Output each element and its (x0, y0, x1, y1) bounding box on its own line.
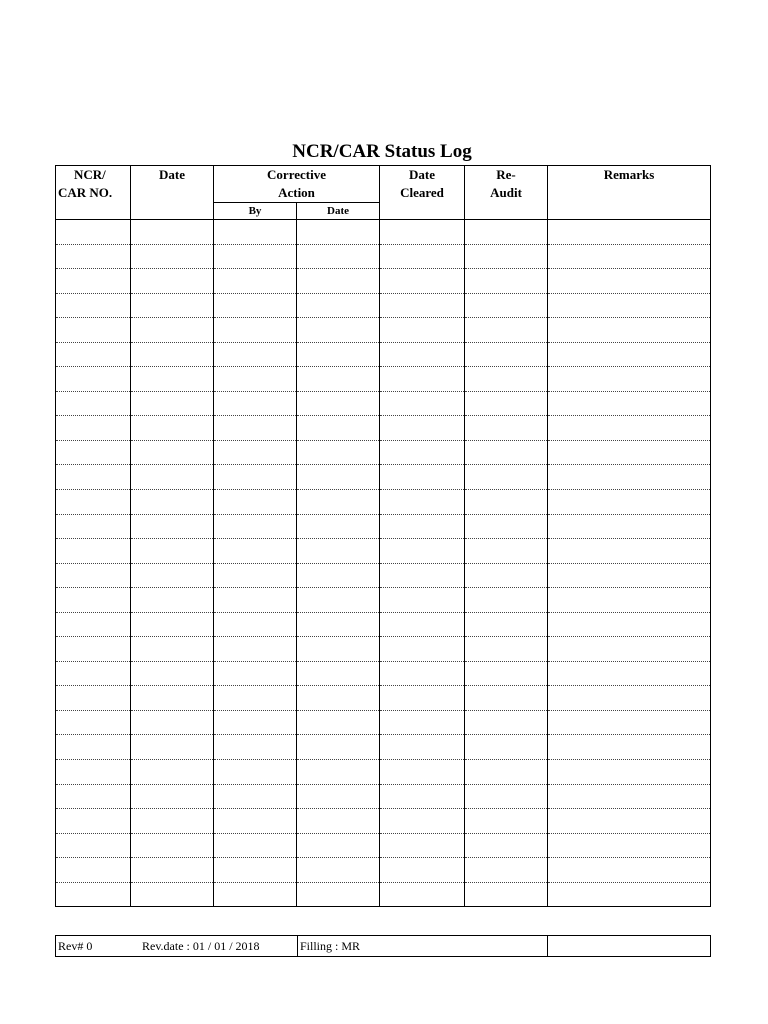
cell-ncr-car-no[interactable] (56, 220, 131, 245)
cell-action-by[interactable] (214, 244, 297, 269)
header-date-cleared-line1: Date (409, 167, 436, 182)
cell-date-cleared[interactable] (380, 809, 465, 834)
cell-action-date[interactable] (297, 588, 380, 613)
cell-date-cleared[interactable] (380, 710, 465, 735)
cell-remarks[interactable] (548, 490, 711, 515)
cell-ncr-car-no[interactable] (56, 440, 131, 465)
cell-remarks[interactable] (548, 710, 711, 735)
cell-action-date[interactable] (297, 784, 380, 809)
cell-action-by[interactable] (214, 637, 297, 662)
table-row (56, 563, 711, 588)
cell-date[interactable] (131, 710, 214, 735)
header-by: By (214, 203, 297, 220)
cell-ncr-car-no[interactable] (56, 367, 131, 392)
cell-re-audit[interactable] (465, 539, 548, 564)
table-row (56, 637, 711, 662)
cell-date-cleared[interactable] (380, 637, 465, 662)
cell-date[interactable] (131, 220, 214, 245)
cell-date-cleared[interactable] (380, 416, 465, 441)
cell-remarks[interactable] (548, 784, 711, 809)
cell-date[interactable] (131, 882, 214, 907)
footer-rev-cell (56, 936, 298, 957)
table-row (56, 833, 711, 858)
cell-ncr-car-no[interactable] (56, 637, 131, 662)
table-row (56, 539, 711, 564)
cell-re-audit[interactable] (465, 367, 548, 392)
header-corrective-action (214, 166, 380, 203)
status-log-table (55, 165, 711, 907)
cell-date[interactable] (131, 809, 214, 834)
cell-action-by[interactable] (214, 318, 297, 343)
cell-date-cleared[interactable] (380, 342, 465, 367)
cell-ncr-car-no[interactable] (56, 318, 131, 343)
cell-date-cleared[interactable] (380, 293, 465, 318)
cell-action-date[interactable] (297, 367, 380, 392)
cell-re-audit[interactable] (465, 342, 548, 367)
footer-blank-cell[interactable] (548, 936, 711, 957)
cell-action-date[interactable] (297, 858, 380, 883)
table-row (56, 735, 711, 760)
cell-date[interactable] (131, 244, 214, 269)
cell-ncr-car-no[interactable] (56, 858, 131, 883)
cell-date[interactable] (131, 858, 214, 883)
cell-re-audit[interactable] (465, 465, 548, 490)
cell-ncr-car-no[interactable] (56, 490, 131, 515)
cell-action-date[interactable] (297, 735, 380, 760)
table-row (56, 367, 711, 392)
cell-action-by[interactable] (214, 760, 297, 785)
table-row (56, 244, 711, 269)
cell-re-audit[interactable] (465, 637, 548, 662)
cell-ncr-car-no[interactable] (56, 760, 131, 785)
cell-date[interactable] (131, 269, 214, 294)
cell-date-cleared[interactable] (380, 220, 465, 245)
cell-re-audit[interactable] (465, 588, 548, 613)
cell-action-date[interactable] (297, 416, 380, 441)
cell-date[interactable] (131, 367, 214, 392)
cell-date[interactable] (131, 342, 214, 367)
cell-action-by[interactable] (214, 686, 297, 711)
cell-re-audit[interactable] (465, 661, 548, 686)
status-log-body (56, 220, 711, 907)
table-row (56, 661, 711, 686)
cell-date-cleared[interactable] (380, 760, 465, 785)
header-corrective-line1: Corrective (267, 167, 326, 182)
header-date-cleared-line2: Cleared (400, 185, 444, 200)
cell-action-by[interactable] (214, 809, 297, 834)
cell-action-date[interactable] (297, 293, 380, 318)
cell-action-date[interactable] (297, 514, 380, 539)
table-row (56, 809, 711, 834)
cell-re-audit[interactable] (465, 244, 548, 269)
cell-action-by[interactable] (214, 416, 297, 441)
cell-re-audit[interactable] (465, 760, 548, 785)
cell-ncr-car-no[interactable] (56, 710, 131, 735)
cell-date[interactable] (131, 612, 214, 637)
cell-ncr-car-no[interactable] (56, 833, 131, 858)
cell-re-audit[interactable] (465, 391, 548, 416)
cell-date[interactable] (131, 784, 214, 809)
cell-re-audit[interactable] (465, 490, 548, 515)
table-row (56, 588, 711, 613)
cell-action-date[interactable] (297, 612, 380, 637)
cell-ncr-car-no[interactable] (56, 416, 131, 441)
cell-ncr-car-no[interactable] (56, 391, 131, 416)
header-date-cleared (380, 166, 465, 220)
cell-action-by[interactable] (214, 661, 297, 686)
cell-action-by[interactable] (214, 490, 297, 515)
cell-date[interactable] (131, 833, 214, 858)
cell-re-audit[interactable] (465, 563, 548, 588)
cell-action-date[interactable] (297, 269, 380, 294)
cell-action-by[interactable] (214, 440, 297, 465)
table-row (56, 686, 711, 711)
table-row (56, 514, 711, 539)
cell-date-cleared[interactable] (380, 882, 465, 907)
cell-re-audit[interactable] (465, 318, 548, 343)
table-row (56, 882, 711, 907)
cell-action-by[interactable] (214, 588, 297, 613)
cell-action-by[interactable] (214, 858, 297, 883)
cell-date[interactable] (131, 318, 214, 343)
cell-remarks[interactable] (548, 760, 711, 785)
cell-date-cleared[interactable] (380, 858, 465, 883)
cell-remarks[interactable] (548, 342, 711, 367)
table-row (56, 269, 711, 294)
cell-ncr-car-no[interactable] (56, 563, 131, 588)
cell-ncr-car-no[interactable] (56, 809, 131, 834)
cell-action-by[interactable] (214, 735, 297, 760)
cell-date-cleared[interactable] (380, 465, 465, 490)
cell-remarks[interactable] (548, 858, 711, 883)
cell-date[interactable] (131, 293, 214, 318)
cell-re-audit[interactable] (465, 269, 548, 294)
cell-date[interactable] (131, 490, 214, 515)
cell-ncr-car-no[interactable] (56, 612, 131, 637)
header-ncr-line1: NCR/ (74, 167, 106, 182)
cell-ncr-car-no[interactable] (56, 882, 131, 907)
cell-action-by[interactable] (214, 293, 297, 318)
cell-action-by[interactable] (214, 465, 297, 490)
cell-ncr-car-no[interactable] (56, 269, 131, 294)
cell-action-date[interactable] (297, 391, 380, 416)
cell-action-date[interactable] (297, 244, 380, 269)
table-row (56, 612, 711, 637)
cell-re-audit[interactable] (465, 440, 548, 465)
page-title: NCR/CAR Status Log (292, 141, 472, 162)
cell-action-date[interactable] (297, 318, 380, 343)
table-row (56, 784, 711, 809)
cell-re-audit[interactable] (465, 710, 548, 735)
header-corrective-line2: Action (278, 185, 315, 200)
cell-action-date[interactable] (297, 539, 380, 564)
cell-action-date[interactable] (297, 490, 380, 515)
cell-action-date[interactable] (297, 833, 380, 858)
cell-date[interactable] (131, 588, 214, 613)
header-date (131, 166, 214, 220)
cell-date[interactable] (131, 440, 214, 465)
cell-date[interactable] (131, 391, 214, 416)
cell-ncr-car-no[interactable] (56, 784, 131, 809)
cell-remarks[interactable] (548, 809, 711, 834)
cell-ncr-car-no[interactable] (56, 539, 131, 564)
cell-re-audit[interactable] (465, 686, 548, 711)
cell-action-by[interactable] (214, 391, 297, 416)
table-row (56, 391, 711, 416)
rev-number: Rev# 0 (58, 938, 93, 953)
table-row (56, 760, 711, 785)
cell-date[interactable] (131, 514, 214, 539)
table-row (56, 465, 711, 490)
table-row (56, 416, 711, 441)
cell-ncr-car-no[interactable] (56, 588, 131, 613)
header-ncr-car-no (56, 166, 131, 220)
cell-ncr-car-no[interactable] (56, 661, 131, 686)
cell-date[interactable] (131, 661, 214, 686)
cell-date-cleared[interactable] (380, 490, 465, 515)
cell-date[interactable] (131, 465, 214, 490)
cell-remarks[interactable] (548, 612, 711, 637)
cell-date[interactable] (131, 686, 214, 711)
cell-action-by[interactable] (214, 367, 297, 392)
cell-action-date[interactable] (297, 220, 380, 245)
cell-action-by[interactable] (214, 612, 297, 637)
cell-action-date[interactable] (297, 760, 380, 785)
cell-remarks[interactable] (548, 588, 711, 613)
cell-date-cleared[interactable] (380, 661, 465, 686)
cell-re-audit[interactable] (465, 784, 548, 809)
cell-date[interactable] (131, 760, 214, 785)
cell-action-date[interactable] (297, 563, 380, 588)
cell-action-date[interactable] (297, 342, 380, 367)
table-row (56, 318, 711, 343)
cell-remarks[interactable] (548, 661, 711, 686)
cell-re-audit[interactable] (465, 220, 548, 245)
header-remarks-label: Remarks (603, 167, 655, 182)
cell-ncr-car-no[interactable] (56, 293, 131, 318)
table-row (56, 490, 711, 515)
cell-date[interactable] (131, 563, 214, 588)
cell-action-date[interactable] (297, 440, 380, 465)
cell-date[interactable] (131, 416, 214, 441)
cell-date-cleared[interactable] (380, 833, 465, 858)
cell-remarks[interactable] (548, 465, 711, 490)
cell-remarks[interactable] (548, 882, 711, 907)
table-row (56, 293, 711, 318)
cell-remarks[interactable] (548, 440, 711, 465)
cell-action-by[interactable] (214, 710, 297, 735)
cell-remarks[interactable] (548, 735, 711, 760)
cell-remarks[interactable] (548, 686, 711, 711)
table-row (56, 440, 711, 465)
table-row (56, 858, 711, 883)
cell-action-date[interactable] (297, 809, 380, 834)
cell-ncr-car-no[interactable] (56, 514, 131, 539)
cell-date-cleared[interactable] (380, 440, 465, 465)
cell-action-by[interactable] (214, 539, 297, 564)
cell-date[interactable] (131, 735, 214, 760)
cell-action-date[interactable] (297, 882, 380, 907)
cell-date[interactable] (131, 539, 214, 564)
cell-date-cleared[interactable] (380, 588, 465, 613)
revision-footer (55, 935, 711, 957)
cell-date-cleared[interactable] (380, 514, 465, 539)
cell-ncr-car-no[interactable] (56, 686, 131, 711)
cell-re-audit[interactable] (465, 809, 548, 834)
header-reaudit-line1: Re- (496, 167, 516, 182)
cell-remarks[interactable] (548, 367, 711, 392)
filling: Filling : MR (298, 936, 548, 957)
header-re-audit (465, 166, 548, 220)
cell-action-date[interactable] (297, 686, 380, 711)
cell-date-cleared[interactable] (380, 539, 465, 564)
cell-action-by[interactable] (214, 342, 297, 367)
cell-re-audit[interactable] (465, 735, 548, 760)
cell-action-by[interactable] (214, 269, 297, 294)
cell-date-cleared[interactable] (380, 244, 465, 269)
cell-remarks[interactable] (548, 514, 711, 539)
cell-re-audit[interactable] (465, 416, 548, 441)
cell-date-cleared[interactable] (380, 784, 465, 809)
header-action-date: Date (297, 203, 380, 220)
cell-action-date[interactable] (297, 465, 380, 490)
cell-remarks[interactable] (548, 269, 711, 294)
table-row (56, 710, 711, 735)
cell-ncr-car-no[interactable] (56, 735, 131, 760)
cell-remarks[interactable] (548, 318, 711, 343)
cell-action-by[interactable] (214, 784, 297, 809)
cell-remarks[interactable] (548, 539, 711, 564)
cell-date-cleared[interactable] (380, 391, 465, 416)
cell-remarks[interactable] (548, 244, 711, 269)
header-date-label: Date (159, 167, 185, 182)
cell-ncr-car-no[interactable] (56, 465, 131, 490)
cell-remarks[interactable] (548, 293, 711, 318)
header-remarks (548, 166, 711, 220)
cell-action-by[interactable] (214, 833, 297, 858)
cell-re-audit[interactable] (465, 833, 548, 858)
rev-date: Rev.date : 01 / 01 / 2018 (142, 938, 260, 953)
cell-remarks[interactable] (548, 220, 711, 245)
cell-date-cleared[interactable] (380, 563, 465, 588)
cell-action-by[interactable] (214, 220, 297, 245)
cell-action-by[interactable] (214, 563, 297, 588)
header-ncr-line2: CAR NO. (58, 185, 113, 200)
cell-action-by[interactable] (214, 514, 297, 539)
cell-action-date[interactable] (297, 637, 380, 662)
cell-action-date[interactable] (297, 710, 380, 735)
cell-ncr-car-no[interactable] (56, 342, 131, 367)
table-row (56, 220, 711, 245)
cell-remarks[interactable] (548, 563, 711, 588)
cell-date-cleared[interactable] (380, 612, 465, 637)
header-reaudit-line2: Audit (490, 185, 522, 200)
cell-remarks[interactable] (548, 416, 711, 441)
cell-date-cleared[interactable] (380, 686, 465, 711)
cell-re-audit[interactable] (465, 858, 548, 883)
cell-re-audit[interactable] (465, 882, 548, 907)
cell-date-cleared[interactable] (380, 735, 465, 760)
cell-remarks[interactable] (548, 833, 711, 858)
cell-action-by[interactable] (214, 882, 297, 907)
cell-action-date[interactable] (297, 661, 380, 686)
cell-remarks[interactable] (548, 391, 711, 416)
cell-date-cleared[interactable] (380, 318, 465, 343)
cell-remarks[interactable] (548, 637, 711, 662)
cell-date-cleared[interactable] (380, 367, 465, 392)
cell-ncr-car-no[interactable] (56, 244, 131, 269)
cell-date-cleared[interactable] (380, 269, 465, 294)
cell-re-audit[interactable] (465, 293, 548, 318)
cell-re-audit[interactable] (465, 514, 548, 539)
cell-date[interactable] (131, 637, 214, 662)
table-row (56, 342, 711, 367)
cell-re-audit[interactable] (465, 612, 548, 637)
